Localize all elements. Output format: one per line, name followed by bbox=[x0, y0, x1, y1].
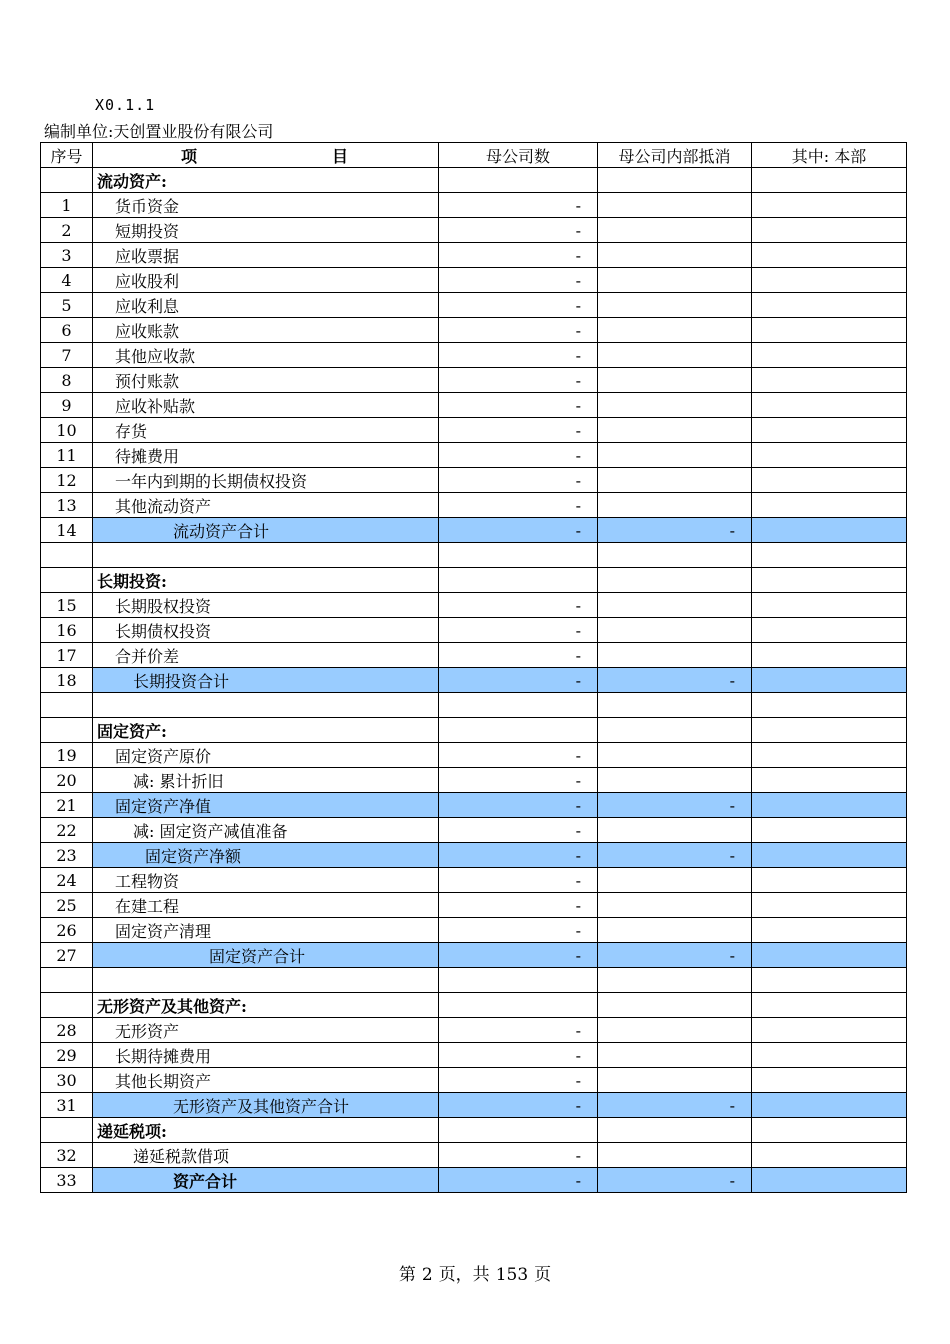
row-parent-value: - bbox=[439, 493, 598, 518]
row-seq: 13 bbox=[41, 493, 93, 518]
row-item: 在建工程 bbox=[93, 893, 439, 918]
row-own-value bbox=[752, 193, 907, 218]
table-row bbox=[41, 243, 907, 268]
table-row bbox=[41, 1068, 907, 1093]
row-parent-value: - bbox=[439, 618, 598, 643]
row-own-value bbox=[752, 443, 907, 468]
row-parent-value: - bbox=[439, 443, 598, 468]
row-parent-value: - bbox=[439, 343, 598, 368]
row-seq: 6 bbox=[41, 318, 93, 343]
row-seq: 26 bbox=[41, 918, 93, 943]
row-parent-value bbox=[439, 968, 598, 993]
row-item: 无形资产及其他资产合计 bbox=[93, 1093, 439, 1118]
row-elimination-value bbox=[598, 893, 752, 918]
row-parent-value: - bbox=[439, 518, 598, 543]
row-item: 应收利息 bbox=[93, 293, 439, 318]
row-parent-value: - bbox=[439, 243, 598, 268]
row-seq: 14 bbox=[41, 518, 93, 543]
row-elimination-value bbox=[598, 368, 752, 393]
row-seq: 30 bbox=[41, 1068, 93, 1093]
row-item: 应收票据 bbox=[93, 243, 439, 268]
row-seq: 3 bbox=[41, 243, 93, 268]
table-row bbox=[41, 618, 907, 643]
row-elimination-value bbox=[598, 493, 752, 518]
row-item: 流动资产: bbox=[93, 168, 439, 193]
row-own-value bbox=[752, 968, 907, 993]
table-row bbox=[41, 818, 907, 843]
table-row bbox=[41, 443, 907, 468]
row-seq: 22 bbox=[41, 818, 93, 843]
row-parent-value bbox=[439, 543, 598, 568]
row-item: 无形资产 bbox=[93, 1018, 439, 1043]
row-parent-value: - bbox=[439, 768, 598, 793]
row-elimination-value bbox=[598, 343, 752, 368]
row-item bbox=[93, 968, 439, 993]
footer-page: 2 bbox=[421, 1265, 433, 1285]
row-own-value bbox=[752, 868, 907, 893]
table-row bbox=[41, 568, 907, 593]
row-seq bbox=[41, 543, 93, 568]
row-parent-value: - bbox=[439, 1168, 598, 1193]
row-item: 一年内到期的长期债权投资 bbox=[93, 468, 439, 493]
row-item: 长期债权投资 bbox=[93, 618, 439, 643]
row-item: 待摊费用 bbox=[93, 443, 439, 468]
row-item: 长期股权投资 bbox=[93, 593, 439, 618]
row-parent-value: - bbox=[439, 1018, 598, 1043]
table-row bbox=[41, 543, 907, 568]
table-row bbox=[41, 768, 907, 793]
row-seq: 1 bbox=[41, 193, 93, 218]
row-own-value bbox=[752, 893, 907, 918]
row-own-value bbox=[752, 518, 907, 543]
row-own-value bbox=[752, 218, 907, 243]
table-row bbox=[41, 943, 907, 968]
row-parent-value: - bbox=[439, 1143, 598, 1168]
row-elimination-value bbox=[598, 618, 752, 643]
report-code: X0.1.1 bbox=[95, 96, 156, 114]
row-parent-value: - bbox=[439, 743, 598, 768]
row-elimination-value bbox=[598, 743, 752, 768]
row-elimination-value bbox=[598, 918, 752, 943]
row-seq: 24 bbox=[41, 868, 93, 893]
row-parent-value bbox=[439, 568, 598, 593]
row-elimination-value bbox=[598, 218, 752, 243]
row-item: 其他应收款 bbox=[93, 343, 439, 368]
row-elimination-value: - bbox=[598, 518, 752, 543]
row-own-value bbox=[752, 418, 907, 443]
row-item: 存货 bbox=[93, 418, 439, 443]
row-own-value bbox=[752, 368, 907, 393]
row-elimination-value bbox=[598, 1143, 752, 1168]
row-own-value bbox=[752, 568, 907, 593]
row-item: 无形资产及其他资产: bbox=[93, 993, 439, 1018]
row-elimination-value bbox=[598, 418, 752, 443]
row-parent-value: - bbox=[439, 468, 598, 493]
row-seq bbox=[41, 693, 93, 718]
row-parent-value: - bbox=[439, 268, 598, 293]
row-parent-value: - bbox=[439, 318, 598, 343]
table-row bbox=[41, 218, 907, 243]
row-parent-value: - bbox=[439, 943, 598, 968]
footer-total: 153 bbox=[495, 1265, 529, 1285]
table-row bbox=[41, 1143, 907, 1168]
row-own-value bbox=[752, 793, 907, 818]
row-parent-value bbox=[439, 1118, 598, 1143]
row-seq: 25 bbox=[41, 893, 93, 918]
row-elimination-value bbox=[598, 643, 752, 668]
row-item bbox=[93, 693, 439, 718]
row-own-value bbox=[752, 718, 907, 743]
row-item: 应收补贴款 bbox=[93, 393, 439, 418]
row-seq: 29 bbox=[41, 1043, 93, 1068]
page-footer bbox=[0, 1260, 950, 1285]
row-parent-value: - bbox=[439, 868, 598, 893]
row-item: 长期待摊费用 bbox=[93, 1043, 439, 1068]
row-elimination-value bbox=[598, 243, 752, 268]
row-own-value bbox=[752, 268, 907, 293]
row-item: 减: 固定资产减值准备 bbox=[93, 818, 439, 843]
row-seq: 7 bbox=[41, 343, 93, 368]
row-item: 预付账款 bbox=[93, 368, 439, 393]
row-elimination-value bbox=[598, 393, 752, 418]
row-seq bbox=[41, 168, 93, 193]
table-row bbox=[41, 918, 907, 943]
table-body bbox=[41, 168, 907, 1193]
table-row bbox=[41, 968, 907, 993]
row-seq: 16 bbox=[41, 618, 93, 643]
row-seq bbox=[41, 993, 93, 1018]
table-row bbox=[41, 1043, 907, 1068]
row-seq: 5 bbox=[41, 293, 93, 318]
footer-prefix: 第 bbox=[398, 1265, 416, 1285]
row-parent-value: - bbox=[439, 843, 598, 868]
row-item: 工程物资 bbox=[93, 868, 439, 893]
row-item: 固定资产: bbox=[93, 718, 439, 743]
row-own-value bbox=[752, 943, 907, 968]
row-item: 固定资产原价 bbox=[93, 743, 439, 768]
unit-name: 天创置业股份有限公司 bbox=[113, 122, 274, 141]
row-own-value bbox=[752, 543, 907, 568]
row-parent-value bbox=[439, 718, 598, 743]
row-parent-value: - bbox=[439, 818, 598, 843]
table-row bbox=[41, 418, 907, 443]
row-own-value bbox=[752, 1043, 907, 1068]
row-own-value bbox=[752, 593, 907, 618]
row-own-value bbox=[752, 618, 907, 643]
row-parent-value: - bbox=[439, 368, 598, 393]
header-parent: 母公司数 bbox=[439, 143, 598, 168]
row-item: 应收股利 bbox=[93, 268, 439, 293]
table-row bbox=[41, 793, 907, 818]
row-seq: 27 bbox=[41, 943, 93, 968]
row-item: 应收账款 bbox=[93, 318, 439, 343]
row-own-value bbox=[752, 743, 907, 768]
row-seq: 15 bbox=[41, 593, 93, 618]
header-elimination: 母公司内部抵消 bbox=[598, 143, 752, 168]
row-elimination-value: - bbox=[598, 668, 752, 693]
row-seq: 17 bbox=[41, 643, 93, 668]
table-row bbox=[41, 593, 907, 618]
table-row bbox=[41, 1093, 907, 1118]
row-item: 长期投资合计 bbox=[93, 668, 439, 693]
row-parent-value: - bbox=[439, 218, 598, 243]
row-item: 减: 累计折旧 bbox=[93, 768, 439, 793]
row-elimination-value: - bbox=[598, 843, 752, 868]
table-row bbox=[41, 468, 907, 493]
table-row bbox=[41, 168, 907, 193]
table-row bbox=[41, 1018, 907, 1043]
row-elimination-value bbox=[598, 1018, 752, 1043]
row-own-value bbox=[752, 1018, 907, 1043]
row-item: 资产合计 bbox=[93, 1168, 439, 1193]
row-seq: 18 bbox=[41, 668, 93, 693]
header-own: 其中: 本部 bbox=[752, 143, 907, 168]
row-seq: 9 bbox=[41, 393, 93, 418]
row-own-value bbox=[752, 393, 907, 418]
row-elimination-value bbox=[598, 468, 752, 493]
row-parent-value bbox=[439, 993, 598, 1018]
row-own-value bbox=[752, 643, 907, 668]
row-own-value bbox=[752, 468, 907, 493]
row-parent-value: - bbox=[439, 593, 598, 618]
table-header-row bbox=[41, 143, 907, 168]
row-own-value bbox=[752, 1068, 907, 1093]
row-parent-value: - bbox=[439, 893, 598, 918]
table-row bbox=[41, 343, 907, 368]
row-item: 流动资产合计 bbox=[93, 518, 439, 543]
row-elimination-value bbox=[598, 543, 752, 568]
row-parent-value bbox=[439, 693, 598, 718]
row-parent-value: - bbox=[439, 293, 598, 318]
row-elimination-value bbox=[598, 768, 752, 793]
row-seq: 20 bbox=[41, 768, 93, 793]
row-elimination-value: - bbox=[598, 943, 752, 968]
footer-suffix: 页 bbox=[534, 1265, 552, 1285]
row-item: 其他流动资产 bbox=[93, 493, 439, 518]
row-elimination-value bbox=[598, 593, 752, 618]
header-seq: 序号 bbox=[41, 143, 93, 168]
row-elimination-value bbox=[598, 968, 752, 993]
table-row bbox=[41, 868, 907, 893]
row-own-value bbox=[752, 1093, 907, 1118]
row-elimination-value bbox=[598, 818, 752, 843]
row-elimination-value bbox=[598, 1043, 752, 1068]
row-own-value bbox=[752, 1168, 907, 1193]
footer-mid: 页，共 bbox=[438, 1265, 490, 1285]
row-item: 其他长期资产 bbox=[93, 1068, 439, 1093]
row-elimination-value: - bbox=[598, 1093, 752, 1118]
row-elimination-value bbox=[598, 1068, 752, 1093]
row-seq: 10 bbox=[41, 418, 93, 443]
row-item: 固定资产净额 bbox=[93, 843, 439, 868]
row-seq bbox=[41, 568, 93, 593]
row-parent-value: - bbox=[439, 1093, 598, 1118]
row-own-value bbox=[752, 668, 907, 693]
table-row bbox=[41, 1118, 907, 1143]
row-item: 固定资产合计 bbox=[93, 943, 439, 968]
unit-label: 编制单位: bbox=[44, 122, 114, 141]
balance-sheet-table bbox=[40, 142, 907, 1193]
row-own-value bbox=[752, 843, 907, 868]
row-own-value bbox=[752, 168, 907, 193]
row-own-value bbox=[752, 768, 907, 793]
table-row bbox=[41, 718, 907, 743]
row-item bbox=[93, 543, 439, 568]
table-row bbox=[41, 518, 907, 543]
row-seq: 4 bbox=[41, 268, 93, 293]
row-seq: 12 bbox=[41, 468, 93, 493]
row-elimination-value: - bbox=[598, 1168, 752, 1193]
row-parent-value: - bbox=[439, 1068, 598, 1093]
table-row bbox=[41, 1168, 907, 1193]
table-row bbox=[41, 268, 907, 293]
row-seq: 32 bbox=[41, 1143, 93, 1168]
row-elimination-value bbox=[598, 193, 752, 218]
reporting-unit bbox=[44, 119, 273, 142]
row-seq: 8 bbox=[41, 368, 93, 393]
table-row bbox=[41, 318, 907, 343]
row-seq: 23 bbox=[41, 843, 93, 868]
row-parent-value: - bbox=[439, 193, 598, 218]
row-item: 递延税款借项 bbox=[93, 1143, 439, 1168]
row-item: 货币资金 bbox=[93, 193, 439, 218]
table-row bbox=[41, 493, 907, 518]
row-parent-value bbox=[439, 168, 598, 193]
row-elimination-value bbox=[598, 693, 752, 718]
table-row bbox=[41, 368, 907, 393]
row-seq: 19 bbox=[41, 743, 93, 768]
row-seq: 21 bbox=[41, 793, 93, 818]
table-row bbox=[41, 693, 907, 718]
row-own-value bbox=[752, 1118, 907, 1143]
row-parent-value: - bbox=[439, 793, 598, 818]
table-row bbox=[41, 668, 907, 693]
row-item: 长期投资: bbox=[93, 568, 439, 593]
row-own-value bbox=[752, 1143, 907, 1168]
header-item bbox=[93, 143, 439, 168]
row-elimination-value bbox=[598, 443, 752, 468]
header-item-right: 目 bbox=[331, 146, 348, 166]
table-row bbox=[41, 293, 907, 318]
table-row bbox=[41, 743, 907, 768]
table-row bbox=[41, 393, 907, 418]
row-seq: 31 bbox=[41, 1093, 93, 1118]
row-elimination-value bbox=[598, 868, 752, 893]
row-parent-value: - bbox=[439, 918, 598, 943]
row-parent-value: - bbox=[439, 418, 598, 443]
row-seq: 33 bbox=[41, 1168, 93, 1193]
row-parent-value: - bbox=[439, 643, 598, 668]
table-row bbox=[41, 643, 907, 668]
row-seq: 28 bbox=[41, 1018, 93, 1043]
row-elimination-value bbox=[598, 1118, 752, 1143]
table-row bbox=[41, 993, 907, 1018]
row-own-value bbox=[752, 318, 907, 343]
row-item: 短期投资 bbox=[93, 218, 439, 243]
row-parent-value: - bbox=[439, 1043, 598, 1068]
row-elimination-value bbox=[598, 718, 752, 743]
row-item: 固定资产清理 bbox=[93, 918, 439, 943]
row-own-value bbox=[752, 493, 907, 518]
row-parent-value: - bbox=[439, 393, 598, 418]
row-seq: 2 bbox=[41, 218, 93, 243]
row-seq bbox=[41, 1118, 93, 1143]
row-elimination-value bbox=[598, 293, 752, 318]
row-item: 固定资产净值 bbox=[93, 793, 439, 818]
header-item-left: 项 bbox=[181, 146, 198, 166]
row-own-value bbox=[752, 343, 907, 368]
row-item: 合并价差 bbox=[93, 643, 439, 668]
row-own-value bbox=[752, 993, 907, 1018]
row-own-value bbox=[752, 918, 907, 943]
row-elimination-value bbox=[598, 993, 752, 1018]
row-seq: 11 bbox=[41, 443, 93, 468]
table-row bbox=[41, 893, 907, 918]
row-elimination-value bbox=[598, 268, 752, 293]
row-own-value bbox=[752, 818, 907, 843]
row-elimination-value bbox=[598, 168, 752, 193]
row-own-value bbox=[752, 693, 907, 718]
row-parent-value: - bbox=[439, 668, 598, 693]
row-elimination-value bbox=[598, 568, 752, 593]
row-seq bbox=[41, 718, 93, 743]
row-elimination-value: - bbox=[598, 793, 752, 818]
row-elimination-value bbox=[598, 318, 752, 343]
table-row bbox=[41, 843, 907, 868]
row-item: 递延税项: bbox=[93, 1118, 439, 1143]
row-own-value bbox=[752, 293, 907, 318]
table-row bbox=[41, 193, 907, 218]
row-seq bbox=[41, 968, 93, 993]
row-own-value bbox=[752, 243, 907, 268]
